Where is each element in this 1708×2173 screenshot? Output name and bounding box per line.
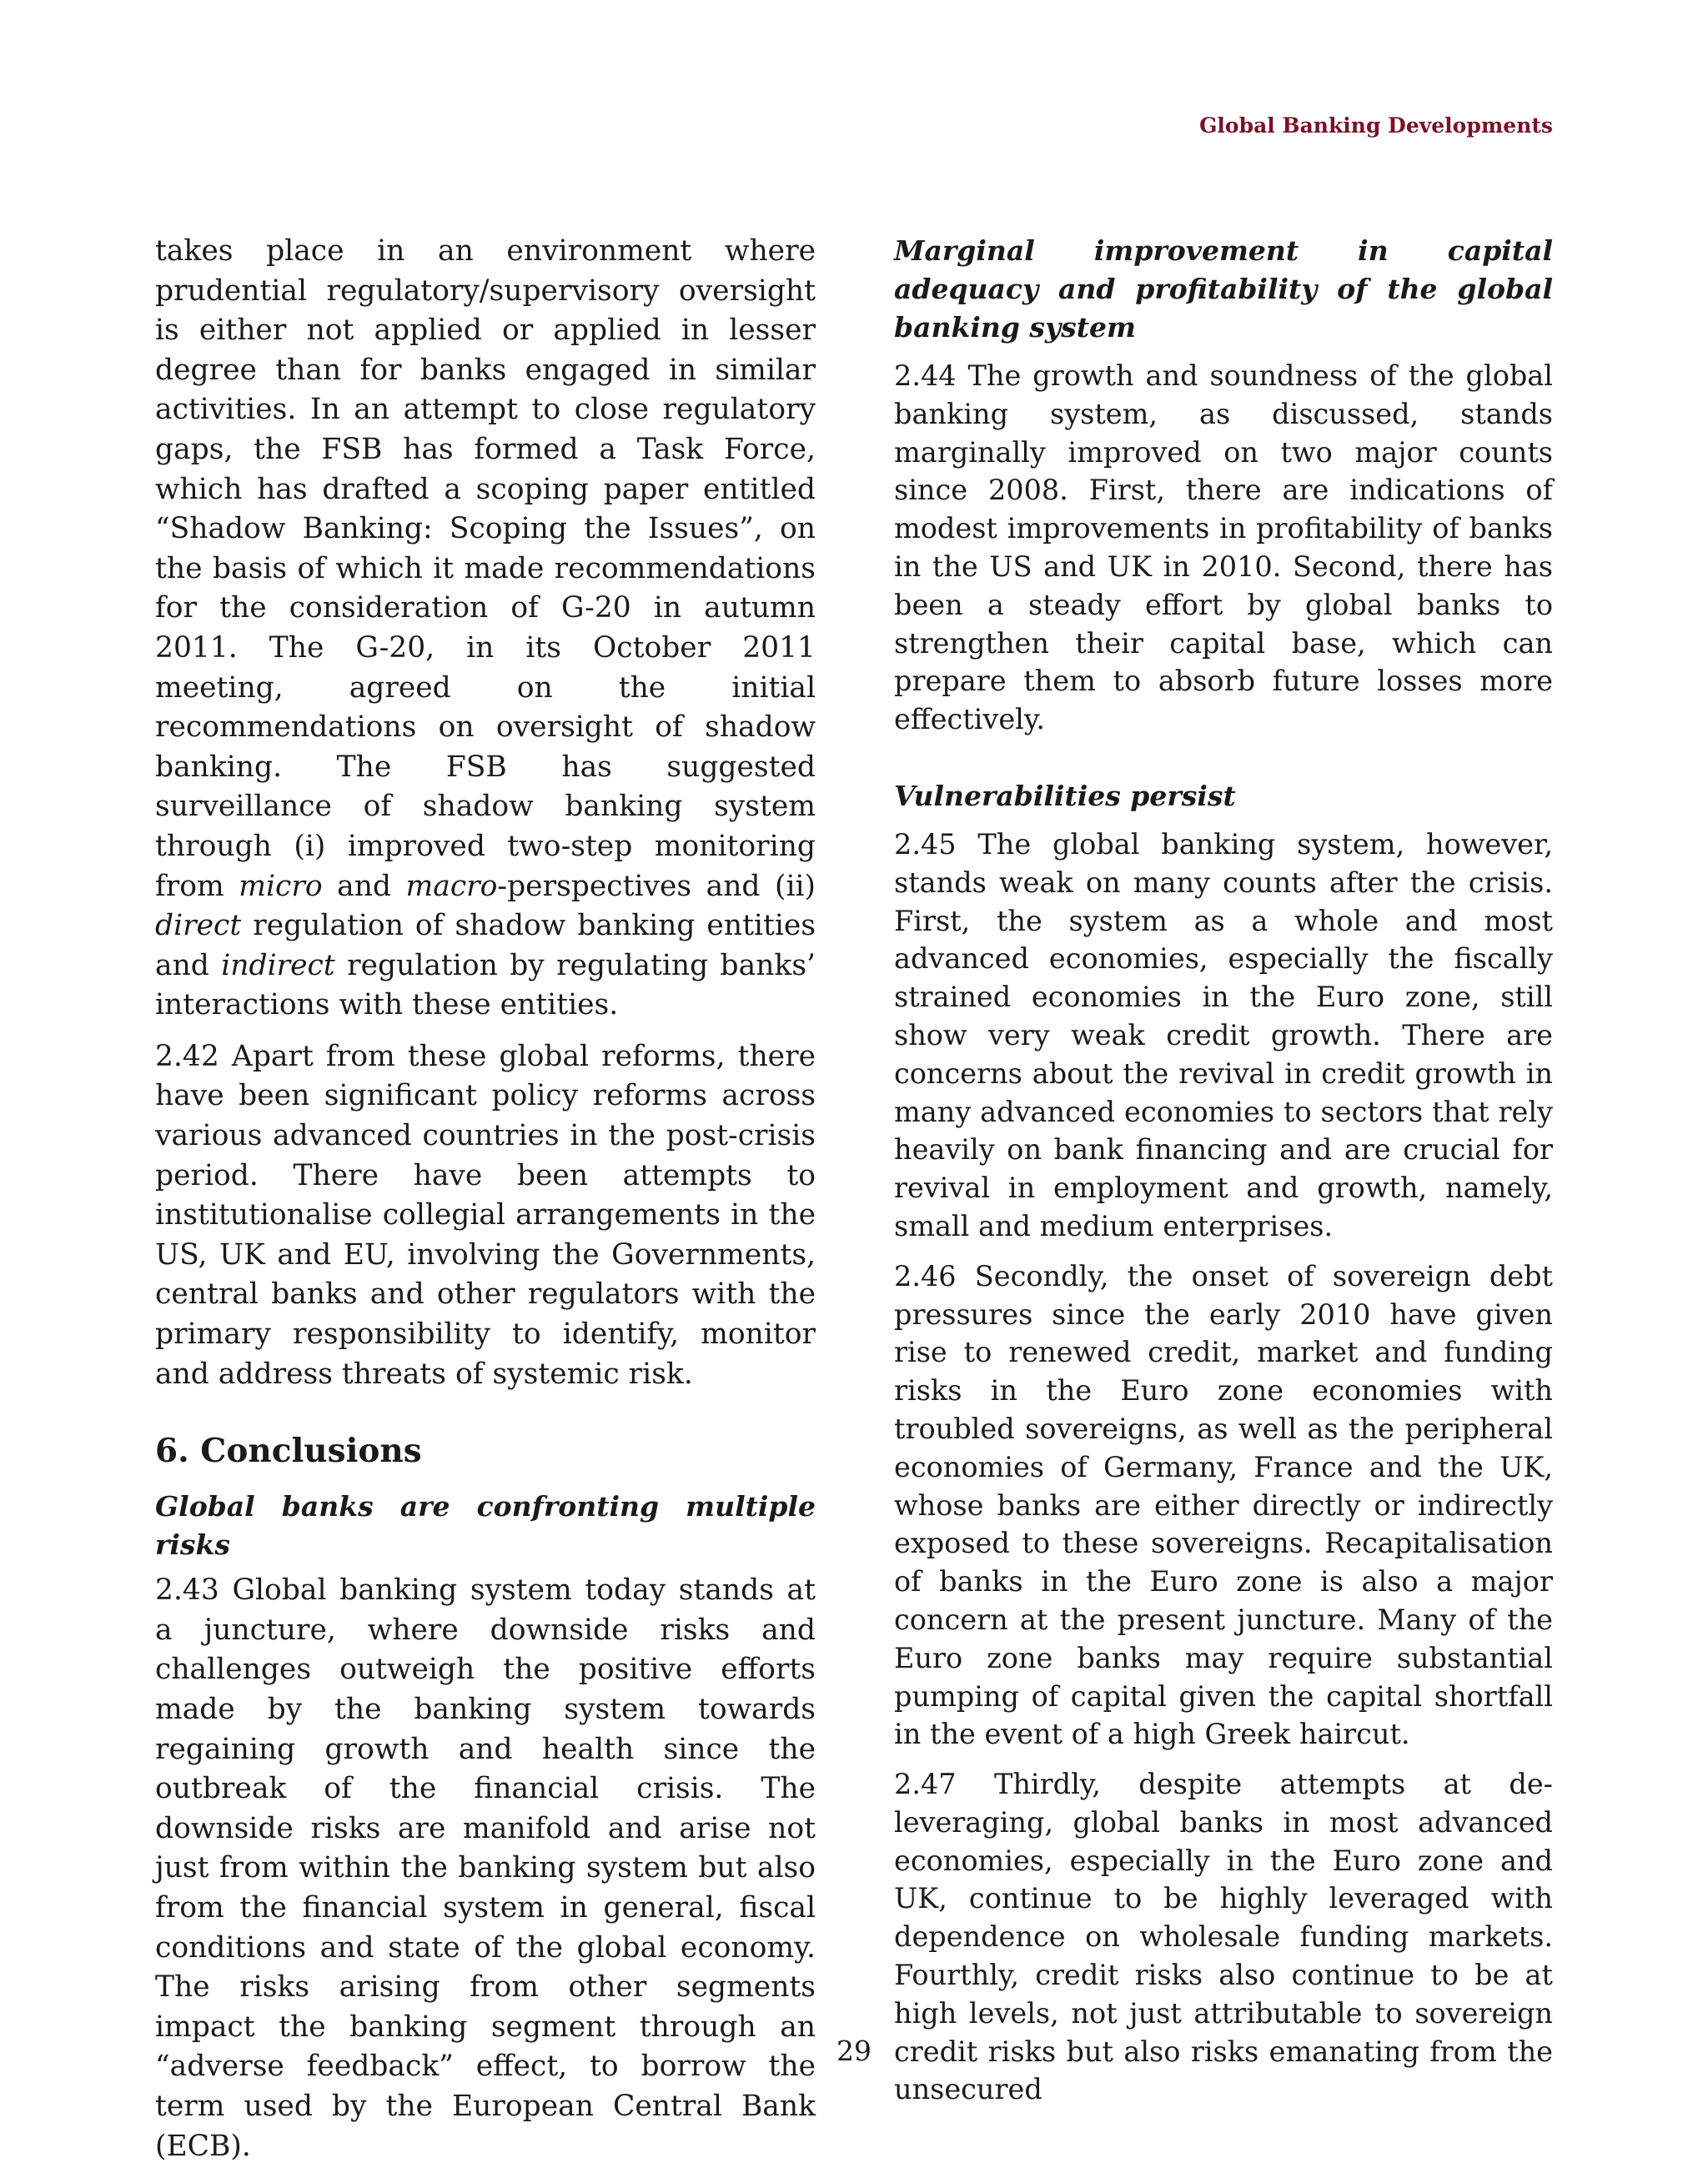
- para-text: regulation by regulating banks’ interactions with these entities.: [155, 948, 816, 1022]
- running-title: Global Banking Developments: [1199, 113, 1553, 138]
- page-number: 29: [836, 2035, 872, 2067]
- paragraph-2-46: 2.46 Secondly, the onset of sovereign debt pressures since the early 2010 have given rise to renewed credit, market and funding risks in the Euro zone economies with troubled sovereigns, as well as the peripheral economies of Germany, France and the UK, whose banks are either directly or indirectly exposed to these sovereigns. Recapitalisation of banks in the Euro zone is also a major concern at the present juncture. Many of the Euro zone banks may require substantial pumping of capital given the capital shortfall in the event of a high Greek haircut.: [894, 1259, 1553, 1751]
- subheading-global-banks: Global banks are confronting multiple risks: [155, 1490, 816, 1562]
- paragraph-2-42: 2.42 Apart from these global reforms, there have been significant policy reforms across various advanced countries in the post-crisis period. There have been attempts to institutionalise collegial arrangements in the US, UK and EU, involving the Governments, central banks and other regulators with the primary responsibility to identify, monitor and address threats of systemic risk.: [155, 1039, 816, 1391]
- para-text: and: [322, 869, 406, 903]
- paragraph-2-47: 2.47 Thirdly, despite attempts at de-leveraging, global banks in most advanced economies, especially in the Euro zone and UK, continue to be highly leveraged with dependence on wholesale funding markets. Fourthly, credit risks also continue to be at high levels, not just attributable to sovereign credit risks but also risks emanating from the unsecured: [894, 1768, 1553, 2106]
- italic-term: indirect: [221, 948, 335, 982]
- paragraph-2-43: 2.43 Global banking system today stands at a juncture, where downside risks and challenges outweigh the positive efforts made by the banking system towards regaining growth and health since the outbreak of the financial crisis. The downside risks are manifold and arise not just from within the banking system but also from the financial system in general, fiscal conditions and state of the global economy. The risks arising from other segments impact the banking segment through an “adverse feedback” effect, to borrow the term used by the European Central Bank (ECB).: [155, 1573, 816, 2163]
- paragraph-2-44: 2.44 The growth and soundness of the global banking system, as discussed, stands marginally improved on two major counts since 2008. First, there are indications of modest improvements in profitability of banks in the US and UK in 2010. Second, there has been a steady effort by global banks to strengthen their capital base, which can prepare them to absorb future losses more effectively.: [894, 359, 1553, 736]
- paragraph-2-45: 2.45 The global banking system, however, stands weak on many counts after the crisis. First, the system as a whole and most advanced economies, especially the fiscally strained economies in the Euro zone, still show very weak credit growth. There are concerns about the revival in credit growth in many advanced economies to sectors that rely heavily on bank financing and are crucial for revival in employment and growth, namely, small and medium enterprises.: [894, 827, 1553, 1242]
- paragraph-continued: [155, 232, 816, 1026]
- italic-term: micro: [239, 869, 323, 903]
- right-column: [894, 232, 1553, 2109]
- left-column: [155, 232, 816, 2166]
- subheading-vulnerabilities: Vulnerabilities persist: [894, 779, 1236, 812]
- subheading-marginal-improvement: Marginal improvement in capital adequacy and profitability of the global banking system: [894, 234, 1553, 344]
- section-heading: 6. Conclusions: [155, 1432, 422, 1471]
- para-text: regulation of shadow banking entities and: [155, 909, 816, 982]
- para-text: takes place in an environment where prudential regulatory/supervisory oversight is either not applied or applied in lesser degree than for banks engaged in similar activities. In an attempt to close regulatory gaps, the FSB has formed a Task Force, which has drafted a scoping paper entitled “Shadow Banking: Scoping the Issues”, on the basis of which it made recommendations for the consideration of G-20 in autumn 2011. The G-20, in its October 2011 meeting, agreed on the initial recommendations on oversight of shadow banking. The FSB has suggested surveillance of shadow banking system through (i) improved two-step monitoring from: [155, 234, 816, 903]
- italic-term: direct: [155, 909, 242, 943]
- para-text: -perspectives and (ii): [497, 869, 816, 903]
- italic-term: macro: [405, 869, 498, 903]
